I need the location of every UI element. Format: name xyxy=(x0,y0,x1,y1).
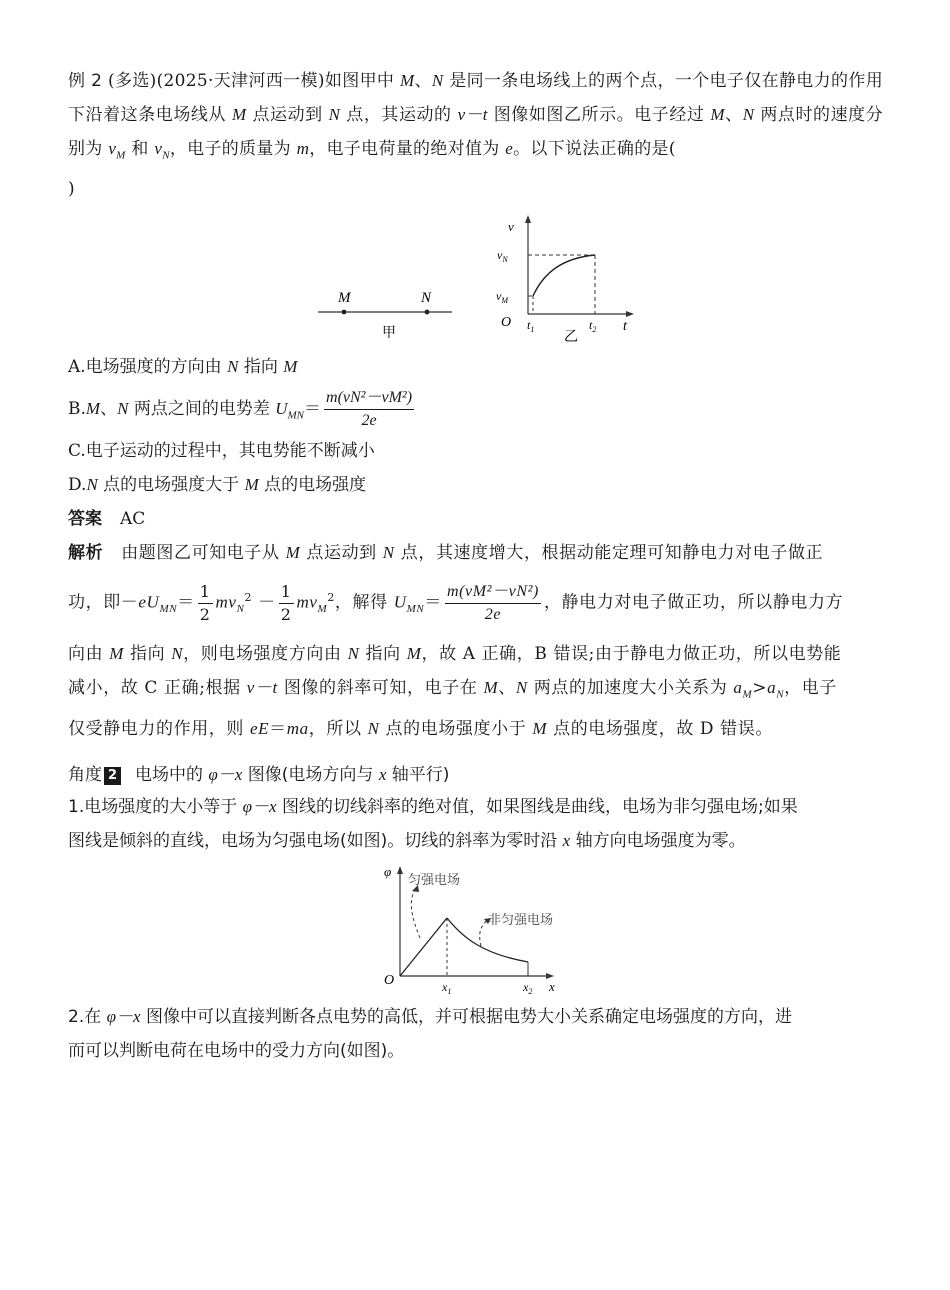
option-d-text: D. xyxy=(68,475,87,496)
stem-text: 和 xyxy=(125,139,155,159)
origin-label: O xyxy=(501,315,512,331)
point-n-label: N xyxy=(421,290,432,307)
stem-text: ，电子的质量为 xyxy=(169,139,297,159)
label-x2: $x_2$ xyxy=(523,979,533,996)
option-c-text: C.电子运动的过程中，其电势能不断减小 xyxy=(68,441,375,462)
option-b-text: 、 xyxy=(100,399,118,420)
symbol-ee: eE xyxy=(250,718,270,738)
symbol-m: M xyxy=(232,105,247,124)
label-x1: $x_1$ xyxy=(442,979,452,996)
solution-line-2: 功，即$-eU_{MN}=$ $\frac{1}{2}$ $mv_N^2$ － $\frac{1}{2}$ $mv_M^2$，解得 $U_{MN}=$ $\frac{\text{m(vM²－vN²)}}{2e}$ ，静电力对电子做正功，所以静电力方 xyxy=(68,582,844,625)
solution-text: 点运动到 xyxy=(300,543,383,564)
label-t2: $t_2$ xyxy=(589,318,597,335)
solution-text: 点的电场强度小于 xyxy=(379,718,533,739)
figure-yi-caption: 乙 xyxy=(564,329,578,346)
section-heading xyxy=(68,760,883,790)
symbol-m: M xyxy=(244,475,259,495)
document-page xyxy=(68,64,883,1068)
stem-text: 点运动到 xyxy=(246,105,329,125)
equals: ＝ xyxy=(304,399,322,420)
point-text: 而可以判断电荷在电场中的受力方向(如图)。 xyxy=(68,1040,405,1061)
stem-sep: 、 xyxy=(724,105,743,125)
solution-text: 由题图乙可知电子从 xyxy=(121,543,286,564)
option-c xyxy=(68,434,883,468)
solution-fraction xyxy=(445,581,541,626)
answer-value: AC xyxy=(120,509,146,530)
solution-text: 两点的加速度大小关系为 xyxy=(527,678,734,699)
option-a-text: 指向 xyxy=(238,357,284,378)
solution-line-4: 减小，故 C 正确;根据 v－t 图像的斜率可知，电子在 M、N 两点的加速度大小关系为 $a_M>a_N$，电子 xyxy=(68,678,837,701)
option-b-fraction xyxy=(324,387,414,432)
stem-text: 两点时的速度分别为 xyxy=(68,105,883,159)
solution xyxy=(68,536,883,745)
symbol-n: N xyxy=(431,71,444,90)
solution-text: ，所以 xyxy=(308,718,368,739)
figure-jia-caption: 甲 xyxy=(382,325,396,342)
symbol-vt: v－t xyxy=(246,678,278,698)
equals: ＝ xyxy=(177,593,195,614)
solution-text: ，静电力对电子做正功，所以静电力方 xyxy=(543,593,844,614)
figure-row xyxy=(68,210,883,360)
symbol-u-sub: MN xyxy=(406,603,425,616)
point-n-dot xyxy=(425,310,430,315)
axis-x-label: x xyxy=(549,978,555,994)
symbol-n: N xyxy=(171,644,184,664)
section-number-badge: 2 xyxy=(104,767,121,785)
option-d-text: 点的电场强度大于 xyxy=(97,475,245,496)
solution-line-1 xyxy=(68,536,883,570)
answer-blank-close: ) xyxy=(68,179,75,200)
symbol-n: N xyxy=(515,678,528,698)
symbol-eu: eU xyxy=(138,593,160,613)
symbol-n: N xyxy=(742,105,755,124)
option-b-text: 两点之间的电势差 xyxy=(128,399,276,420)
symbol-x: x xyxy=(562,830,571,850)
fraction-denominator: 2e xyxy=(361,412,377,430)
solution-label: 解析 xyxy=(68,543,104,564)
label-t1: $t_1$ xyxy=(527,318,535,335)
symbol-phi-x: φ－x xyxy=(106,1006,141,1026)
symbol-ma: ma xyxy=(286,718,309,738)
stem-text: 。以下说法正确的是( xyxy=(513,139,676,159)
point-text: 图线是倾斜的直线，电场为匀强电场(如图)。切线的斜率为零时沿 xyxy=(68,830,563,851)
symbol-n: N xyxy=(367,718,380,738)
figure-jia-yi xyxy=(68,210,883,360)
symbol-m: M xyxy=(710,105,725,124)
answer-line xyxy=(68,502,883,536)
option-b-text: B. xyxy=(68,399,86,420)
origin-label: O xyxy=(384,972,395,988)
symbol-vn: v xyxy=(154,139,163,158)
half-fraction xyxy=(279,581,294,626)
label-vn: $v_N$ xyxy=(497,248,508,265)
question-tag: (多选)(2025·天津河西一模) xyxy=(108,71,325,91)
solution-text: 指向 xyxy=(123,644,172,665)
stem-text: 是同一条电场线上的两个点，一个电子仅在静电力的作用下沿着这条电场线从 xyxy=(68,71,884,125)
symbol-m: M xyxy=(400,71,415,90)
uniform-pointer xyxy=(411,888,420,938)
solution-text: ，则电场强度方向由 xyxy=(183,644,348,665)
symbol-eu-sub: MN xyxy=(159,603,178,616)
section-label: 角度 xyxy=(68,764,102,785)
symbol-am: a xyxy=(733,678,743,698)
point-2 xyxy=(68,1000,883,1068)
figure-yi xyxy=(496,215,634,345)
symbol-m: M xyxy=(483,678,499,698)
axis-t-label: t xyxy=(623,319,627,335)
point-m-label: M xyxy=(338,290,351,307)
figure-phi-x xyxy=(68,858,883,998)
symbol-charge: e xyxy=(505,139,514,158)
answer-label: 答案 xyxy=(68,509,102,530)
stem-text: ，电子电荷量的绝对值为 xyxy=(309,139,506,159)
fraction-denominator: 2e xyxy=(484,606,502,624)
greater-than: > xyxy=(752,678,768,699)
symbol-mass: m xyxy=(296,139,310,158)
solution-text: 指向 xyxy=(359,644,407,665)
symbol-m: M xyxy=(532,718,548,738)
axis-phi-label: φ xyxy=(384,863,392,879)
phi-axis-arrow-icon xyxy=(397,866,403,874)
stem-sep: 、 xyxy=(498,678,516,699)
axis-v-label: v xyxy=(508,219,514,235)
section-title: 轴平行) xyxy=(386,764,450,785)
label-nonuniform-field: 非匀强电场 xyxy=(488,912,554,928)
fraction-numerator: 1 xyxy=(279,581,294,604)
symbol-mvn: mv xyxy=(215,593,237,613)
label-vm: $v_M$ xyxy=(496,289,508,306)
symbol-phi-x: φ－x xyxy=(208,764,243,784)
symbol-vm: v xyxy=(108,139,117,158)
option-b xyxy=(68,384,883,434)
symbol-m: M xyxy=(285,543,301,563)
solution-line-3 xyxy=(68,637,883,671)
solution-text: ，电子 xyxy=(784,678,837,699)
symbol-x: x xyxy=(378,764,387,784)
point-text: 1.电场强度的大小等于 xyxy=(68,796,243,817)
stem-text: 如图甲中 xyxy=(324,71,401,91)
symbol-mvm: mv xyxy=(296,593,318,613)
solution-text: 点，其速度增大，根据动能定理可知静电力对电子做正 xyxy=(394,543,824,564)
solution-text: 功，即－ xyxy=(68,593,139,614)
question-label: 例 2 xyxy=(68,71,103,91)
point-m-dot xyxy=(342,310,347,315)
solution-text: 仅受静电力的作用，则 xyxy=(68,718,251,739)
fraction-denominator: 2 xyxy=(199,605,211,625)
t-axis-arrow-icon xyxy=(626,311,634,317)
fraction-denominator: 2 xyxy=(280,605,292,625)
solution-text: 减小，故 C 正确;根据 xyxy=(68,678,247,699)
option-d xyxy=(68,468,883,502)
option-a-text: A.电场强度的方向由 xyxy=(68,357,228,378)
symbol-vm-sub: M xyxy=(116,149,126,162)
symbol-u-sub: MN xyxy=(287,409,305,422)
equals: ＝ xyxy=(269,718,287,739)
stem-text: 图像如图乙所示。电子经过 xyxy=(487,105,711,125)
equals: ＝ xyxy=(424,593,442,614)
symbol-n: N xyxy=(117,399,129,419)
phi-figure-container xyxy=(68,858,883,998)
symbol-n: N xyxy=(86,475,98,495)
symbol-m: M xyxy=(109,644,124,664)
symbol-m: M xyxy=(85,399,101,419)
symbol-vt: v－t xyxy=(457,105,488,124)
section-title: 电场中的 xyxy=(135,764,209,785)
symbol-u: U xyxy=(275,399,288,419)
symbol-phi-x: φ－x xyxy=(242,796,277,816)
symbol-n: N xyxy=(227,357,239,377)
half-fraction xyxy=(198,581,213,626)
uniform-field-line xyxy=(400,918,447,976)
solution-text: ，故 A 正确，B 错误;由于静电力做正功，所以电势能 xyxy=(421,644,842,665)
point-text: 轴方向电场强度为零。 xyxy=(570,830,746,851)
symbol-u: U xyxy=(393,593,407,613)
question-stem xyxy=(68,64,883,206)
solution-line-5 xyxy=(68,712,883,746)
velocity-curve xyxy=(533,255,595,296)
symbol-an: a xyxy=(767,678,777,698)
option-d-text: 点的电场强度 xyxy=(258,475,367,496)
solution-text: 图像的斜率可知，电子在 xyxy=(277,678,484,699)
stem-text: 点，其运动的 xyxy=(340,105,458,125)
section-title: 图像(电场方向与 xyxy=(242,764,379,785)
symbol-vn-sub: N xyxy=(162,149,170,162)
symbol-m: M xyxy=(406,644,422,664)
symbol-n: N xyxy=(328,105,341,124)
stem-sep: 、 xyxy=(414,71,432,91)
label-uniform-field: 匀强电场 xyxy=(408,872,461,888)
point-text: 2.在 xyxy=(68,1006,107,1027)
minus: － xyxy=(258,593,276,614)
figure-jia xyxy=(318,290,452,341)
fraction-numerator: m(vM²－vN²) xyxy=(445,581,541,604)
point-text: 图线的切线斜率的绝对值，如果图线是曲线，电场为非匀强电场;如果 xyxy=(276,796,798,817)
fraction-numerator: m(vN²－vM²) xyxy=(324,387,414,410)
fraction-numerator: 1 xyxy=(198,581,213,604)
solution-text: 向由 xyxy=(68,644,110,665)
symbol-n: N xyxy=(382,543,395,563)
v-axis-arrow-icon xyxy=(525,215,531,223)
nonuniform-pointer xyxy=(480,920,488,946)
solution-text: ，解得 xyxy=(334,593,394,614)
symbol-n: N xyxy=(347,644,360,664)
symbol-m: M xyxy=(283,357,298,377)
point-1 xyxy=(68,790,883,858)
point-text: 图像中可以直接判断各点电势的高低，并可根据电势大小关系确定电场强度的方向，进 xyxy=(140,1006,792,1027)
solution-text: 点的电场强度，故 D 错误。 xyxy=(547,718,773,739)
